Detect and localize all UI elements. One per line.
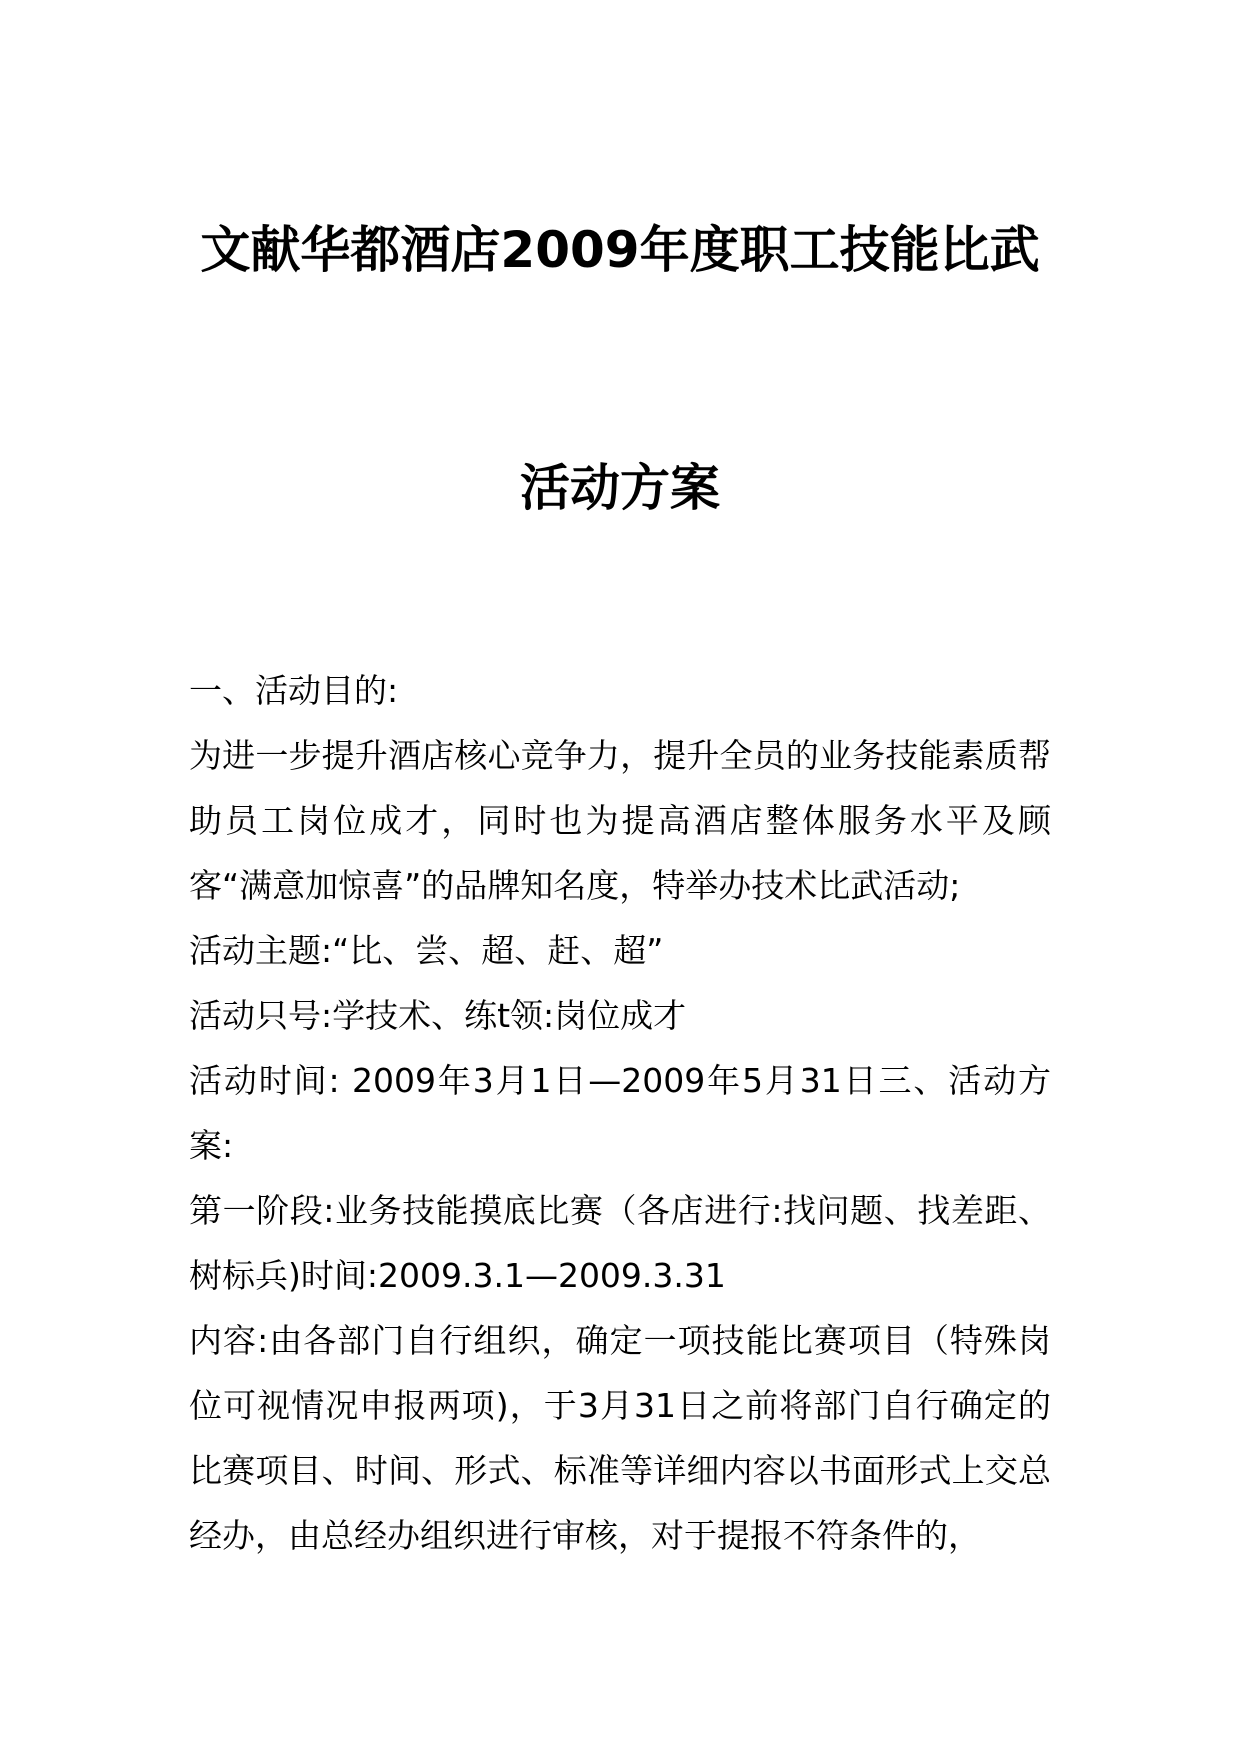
paragraph-theme: 活动主题:“比、尝、超、赶、超”: [189, 931, 664, 970]
paragraph-time: 活动时间: 2009年3月1日—2009年5月31日三、活动方案:: [189, 1061, 1051, 1165]
paragraph-content: 内容:由各部门自行组织，确定一项技能比赛项目（特殊岗位可视情况申报两项)，于3月31日之前将部门自行确定的比赛项目、时间、形式、标准等详细内容以书面形式上交总经办，由总经办组织进行审核，对于提报不符条件的，: [189, 1321, 1051, 1555]
paragraph-purpose: 为进一步提升酒店核心竞争力，提升全员的业务技能素质帮助员工岗位成才，同时也为提高酒店整体服务水平及顾客“满意加惊喜”的品牌知名度，特举办技术比武活动;: [189, 736, 1051, 905]
paragraph-stage-one: 第一阶段:业务技能摸底比赛（各店进行:找问题、找差距、树标兵)时间:2009.3.1—2009.3.31: [189, 1191, 1051, 1295]
document-title: 文献华都酒店2009年度职工技能比武: [200, 221, 1040, 279]
section-heading-purpose: 一、活动目的:: [189, 671, 399, 710]
paragraph-slogan: 活动只号:学技术、练t领:岗位成才: [189, 996, 687, 1035]
document-subtitle: 活动方案: [520, 459, 720, 517]
document-body: [189, 658, 1051, 1568]
